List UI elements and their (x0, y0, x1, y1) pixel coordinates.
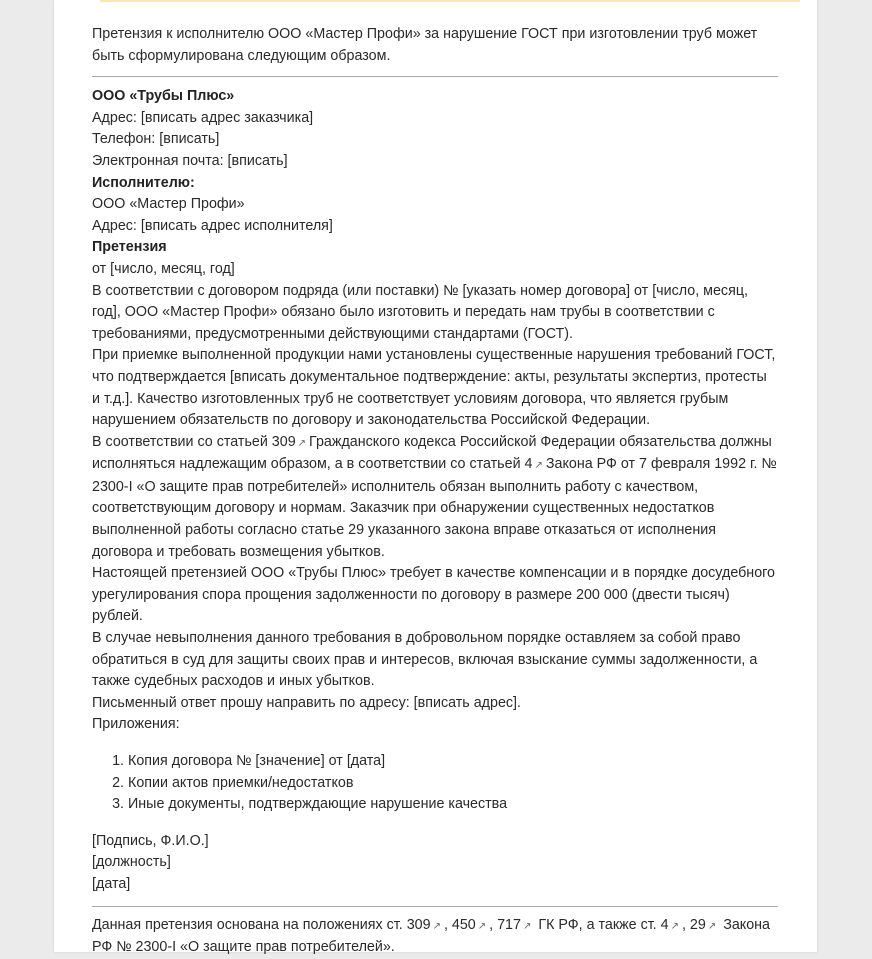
document-content (92, 24, 778, 959)
external-link-icon[interactable]: ↗ (522, 920, 532, 932)
claim-letter (92, 77, 778, 895)
footer-text-part2: , 450 (443, 916, 476, 933)
signature-placeholder: [Подпись, Ф.И.О.] (92, 832, 209, 849)
top-accent-line (100, 0, 800, 2)
sender-email: Электронная почта: [вписать] (92, 152, 288, 169)
attachment-item: 1. Копия договора № [значение] от [дата] (128, 751, 778, 773)
attachment-item: 3. Иные документы, подтверждающие нарушение качества (128, 794, 778, 816)
attachment-item: 2. Копии актов приемки/недостатков (128, 773, 778, 795)
document-card (54, 0, 817, 956)
claim-paragraph-demand: Настоящей претензией ООО «Трубы Плюс» требует в качестве компенсации и в порядке досудебного урегулирования спора прощения задолженности по договору в размере 200 000 (двести тысяч) рублей. (92, 565, 775, 625)
claim-paragraph-violations: При приемке выполненной продукции нами установлены существенные нарушения требований ГОСТ, что подтверждается [вписать документальное подтверждение: акты, результаты экспертиз, протесты и т.д.]. Качество изготовленных труб не соответствует условиям договора, что является грубым нарушением обязательств по договору и законодательства Российской Федерации. (92, 347, 776, 429)
external-link-icon[interactable]: ↗ (297, 437, 307, 449)
footer-text-part1: Данная претензия основана на положениях ст. 309 (92, 916, 431, 933)
footer-text-part4: ГК РФ, а также ст. 4 (534, 916, 669, 933)
footer-text-part6: Закона РФ № 2300-I «О защите прав потребителей». (92, 916, 770, 956)
law-text-part3: Закона РФ от 7 февраля 1992 г. № 2300-I «О защите прав потребителей» исполнитель обязан выполнить работу с качеством, соответствующим договору и нормам. Заказчик при обнаружении существенных недостатков выполненной работы согласно статье 29 указанного закона вправе отказаться от исполнения договора и требовать возмещения убытков. (92, 456, 777, 560)
claim-paragraph-contract: В соответствии с договором подряда (или поставки) № [указать номер договора] от [число, месяц, год], ООО «Мастер Профи» обязано было изготовить и передать нам трубы в соответствии с требованиями, предусмотренными действующими стандартами (ГОСТ). (92, 282, 748, 342)
law-text-part1: В соответствии со статьей 309 (92, 433, 296, 450)
external-link-icon[interactable]: ↗ (534, 460, 543, 472)
date-placeholder: [дата] (92, 875, 131, 892)
sender-name: ООО «Трубы Плюс» (92, 88, 235, 105)
sender-address: Адрес: [вписать адрес заказчика] (92, 109, 314, 126)
intro-text: Претензия к исполнителю ООО «Мастер Профи» за нарушение ГОСТ при изготовлении труб может быть сформулирована следующим образом. (92, 26, 758, 64)
claim-paragraph-reply: Письменный ответ прошу направить по адресу: [вписать адрес]. (92, 694, 521, 711)
claim-title: Претензия (92, 239, 167, 256)
external-link-icon[interactable]: ↗ (707, 920, 717, 932)
external-link-icon[interactable]: ↗ (670, 920, 679, 932)
external-link-icon[interactable]: ↗ (432, 920, 441, 932)
recipient-heading: Исполнителю: (92, 174, 195, 191)
external-link-icon[interactable]: ↗ (477, 920, 487, 932)
position-placeholder: [должность] (92, 854, 171, 871)
claim-paragraph-law (92, 432, 778, 564)
footer-text-part3: , 717 (489, 916, 521, 933)
claim-date: от [число, месяц, год] (92, 260, 235, 277)
attachments-label: Приложения: (92, 716, 180, 733)
recipient-name: ООО «Мастер Профи» (92, 196, 245, 213)
footer-note (92, 906, 778, 959)
sender-phone: Телефон: [вписать] (92, 131, 220, 148)
footer-text-part5: , 29 (681, 916, 706, 933)
law-text-part2: Гражданского кодекса Российской Федерации обязательства должны исполняться надлежащим образом, а в соответствии со статьей 4 (92, 433, 772, 473)
claim-paragraph-court: В случае невыполнения данного требования в добровольном порядке оставляем за собой право обратиться в суд для защиты своих прав и интересов, включая взыскание суммы задолженности, а также судебных расходов и иных убытков. (92, 630, 758, 690)
recipient-address: Адрес: [вписать адрес исполнителя] (92, 217, 333, 234)
attachments-list (92, 751, 778, 816)
